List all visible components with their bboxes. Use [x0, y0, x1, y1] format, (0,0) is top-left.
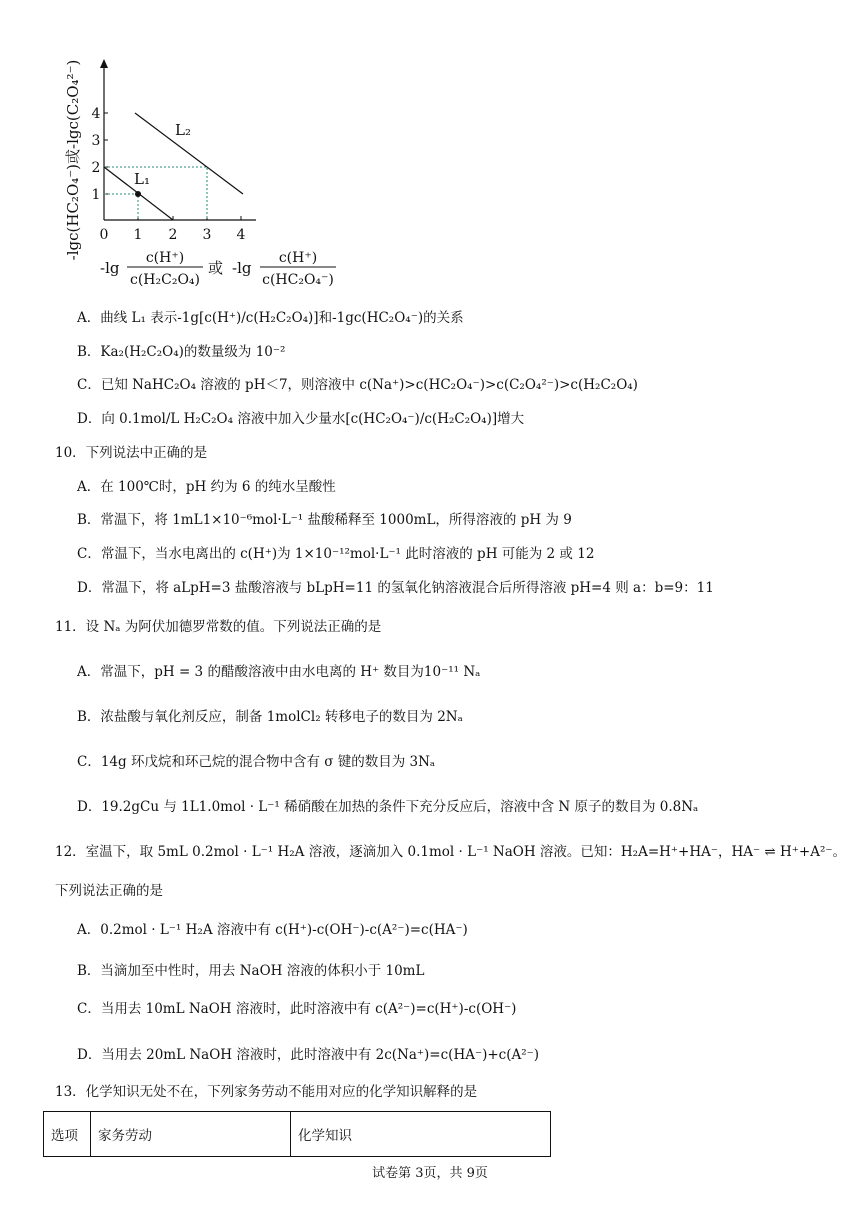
q9-option-c: C．已知 NaHC₂O₄ 溶液的 pH＜7，则溶液中 c(Na⁺)>c(HC₂O₄⁻)>c(C₂O₄²⁻)>c(H₂C₂O₄) — [77, 377, 638, 393]
x-tick-label-1: 1 — [133, 227, 143, 243]
y-axis-arrow — [100, 59, 108, 68]
label-l1: L₁ — [134, 170, 150, 188]
q13-stem: 13．化学知识无处不在，下列家务劳动不能用对应的化学知识解释的是 — [55, 1084, 478, 1100]
q9-option-d: D．向 0.1mol/L H₂C₂O₄ 溶液中加入少量水[c(HC₂O₄⁻)/c(H₂C₂O₄)]增大 — [77, 411, 525, 427]
q13-table — [43, 1111, 551, 1157]
q10-stem: 10．下列说法中正确的是 — [55, 445, 208, 461]
y-tick-label-1: 1 — [91, 187, 101, 203]
point-l1 — [135, 191, 141, 197]
x-tick-label-4: 4 — [236, 227, 246, 243]
y-tick-label-2: 2 — [91, 160, 101, 176]
q9-option-b: B．Ka₂(H₂C₂O₄)的数量级为 10⁻² — [77, 344, 286, 360]
x-frac1-den: c(H₂C₂O₄) — [130, 272, 200, 288]
q10-option-b: B．常温下，将 1mL1×10⁻⁶mol·L⁻¹ 盐酸稀释至 1000mL，所得溶液的 pH 为 9 — [77, 512, 572, 528]
guide-l1 — [104, 194, 138, 220]
y-axis-label: -lgc(HC₂O₄⁻)或-lgc(C₂O₄²⁻) — [64, 59, 82, 261]
chart-figure — [60, 55, 360, 295]
q12-option-b: B．当滴加至中性时，用去 NaOH 溶液的体积小于 10mL — [77, 963, 425, 979]
x-frac2-den: c(HC₂O₄⁻) — [262, 272, 334, 288]
page-footer: 试卷第 3页，共 9页 — [372, 1166, 488, 1181]
x-label-prefix-2: -lg — [232, 259, 252, 277]
x-tick-label-0: 0 — [99, 227, 109, 243]
q12-stem: 12．室温下，取 5mL 0.2mol · L⁻¹ H₂A 溶液，逐滴加入 0.1mol · L⁻¹ NaOH 溶液。已知：H₂A=H⁺+HA⁻，HA⁻ ⇌ H⁺+A²⁻。 — [55, 844, 847, 860]
table-header-option: 选项 — [44, 1112, 91, 1157]
q10-option-d: D．常温下，将 aLpH=3 盐酸溶液与 bLpH=11 的氢氧化钠溶液混合后所得溶液 pH=4 则 a：b=9：11 — [77, 580, 714, 596]
q12-option-d: D．当用去 20mL NaOH 溶液时，此时溶液中有 2c(Na⁺)=c(HA⁻)+c(A²⁻) — [77, 1047, 540, 1063]
table-header-housework: 家务劳动 — [91, 1112, 291, 1157]
q11-option-b: B．浓盐酸与氧化剂反应，制备 1molCl₂ 转移电子的数目为 2Nₐ — [77, 709, 463, 725]
table-header-chemistry: 化学知识 — [291, 1112, 551, 1157]
x-frac2-num: c(H⁺) — [278, 250, 318, 266]
table-row — [44, 1112, 551, 1157]
q11-option-d: D．19.2gCu 与 1L1.0mol · L⁻¹ 稀硝酸在加热的条件下充分反应后，溶液中含 N 原子的数目为 0.8Nₐ — [77, 799, 699, 815]
q11-stem: 11．设 Nₐ 为阿伏加德罗常数的值。下列说法正确的是 — [55, 619, 382, 635]
q10-option-a: A．在 100℃时，pH 约为 6 的纯水呈酸性 — [77, 479, 336, 495]
y-tick-label-4: 4 — [91, 106, 101, 122]
q12-stem-2: 下列说法正确的是 — [55, 883, 163, 899]
q11-option-c: C．14g 环戊烷和环己烷的混合物中含有 σ 键的数目为 3Nₐ — [77, 754, 436, 770]
guide-l2 — [104, 167, 207, 220]
q12-option-c: C．当用去 10mL NaOH 溶液时，此时溶液中有 c(A²⁻)=c(H⁺)-c(OH⁻) — [77, 1001, 517, 1017]
x-frac1-num: c(H⁺) — [145, 250, 185, 266]
q12-option-a: A．0.2mol · L⁻¹ H₂A 溶液中有 c(H⁺)-c(OH⁻)-c(A²⁻)=c(HA⁻) — [77, 922, 468, 938]
x-tick-label-2: 2 — [168, 227, 178, 243]
x-tick-label-3: 3 — [202, 227, 212, 243]
q9-option-a: A．曲线 L₁ 表示-1g[c(H⁺)/c(H₂C₂O₄)]和-1gc(HC₂O₄⁻)的关系 — [77, 310, 464, 326]
y-tick-label-3: 3 — [91, 133, 101, 149]
q10-option-c: C．常温下，当水电离出的 c(H⁺)为 1×10⁻¹²mol·L⁻¹ 此时溶液的 pH 可能为 2 或 12 — [77, 546, 595, 562]
q11-option-a: A．常温下，pH = 3 的醋酸溶液中由水电离的 H⁺ 数目为10⁻¹¹ Nₐ — [77, 664, 481, 680]
x-label-or: 或 — [208, 259, 224, 277]
label-l2: L₂ — [175, 121, 191, 139]
x-label-prefix-1: -lg — [100, 259, 120, 277]
